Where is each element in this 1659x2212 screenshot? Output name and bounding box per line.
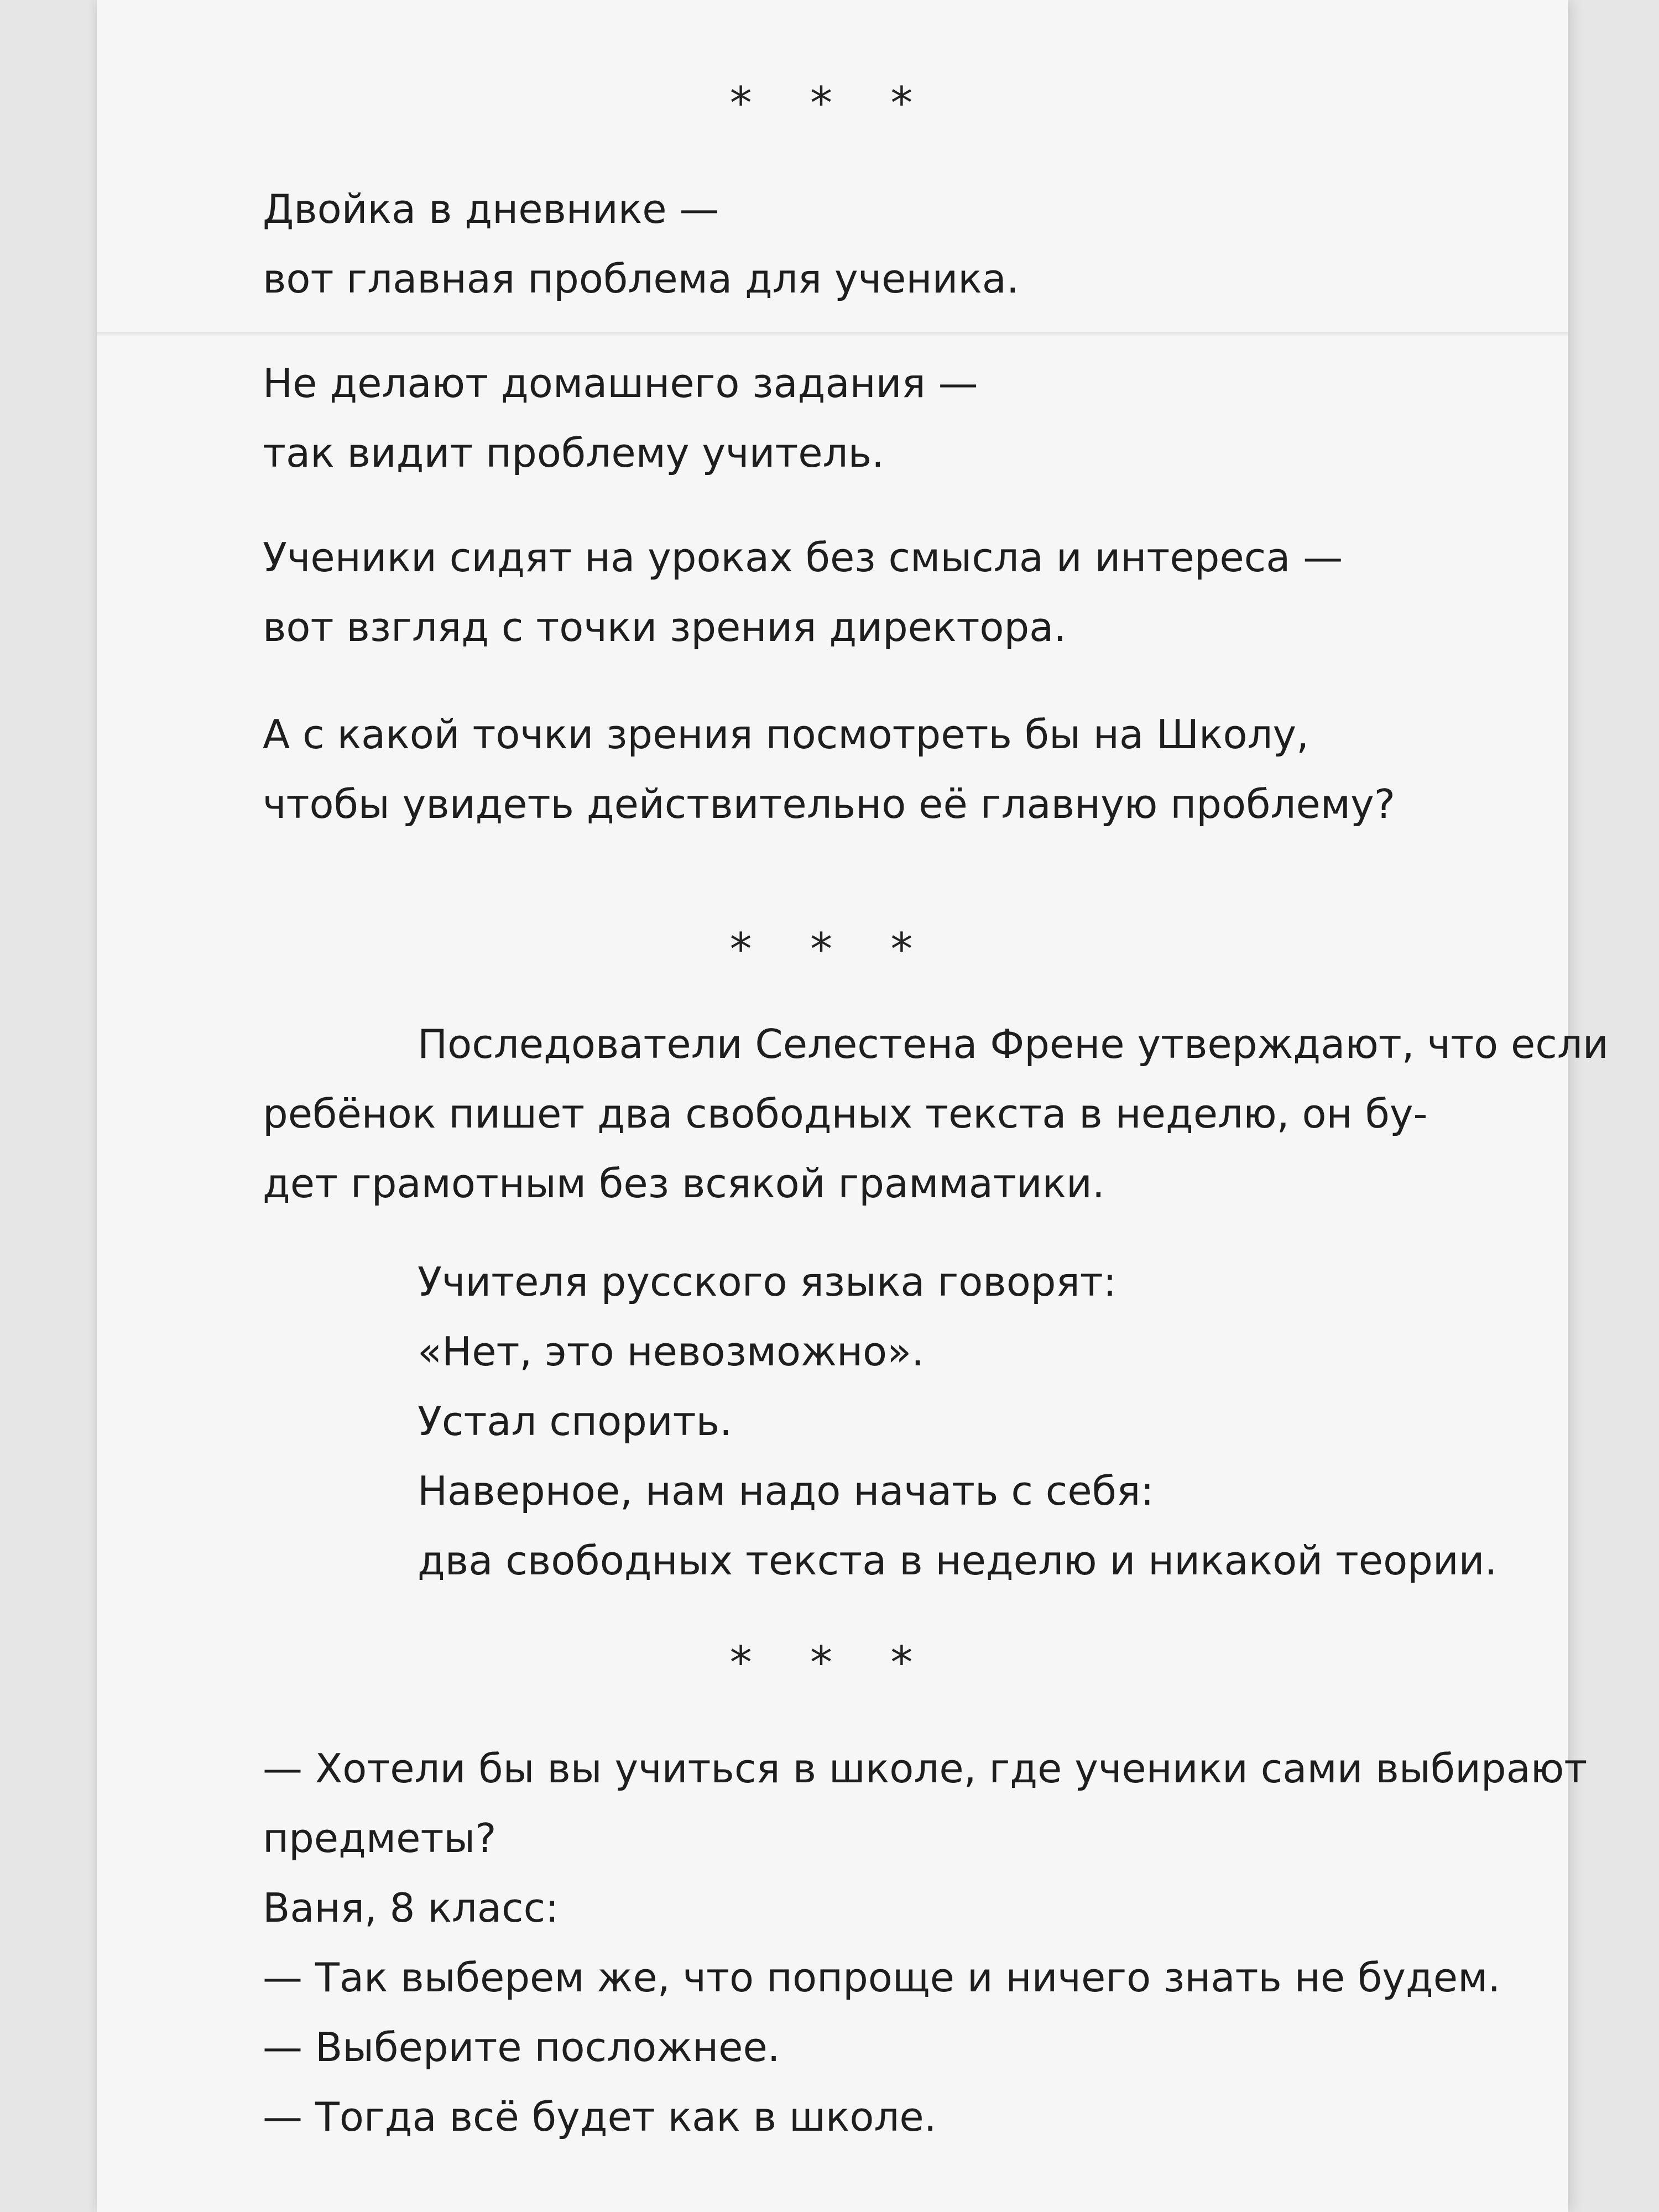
teachers-line-1: Учителя русского языка говорят: — [418, 1259, 1117, 1305]
stanza-4 — [263, 700, 1395, 839]
dialogue-line-3: Ваня, 8 класс: — [263, 1885, 559, 1931]
frenet-paragraph — [263, 1009, 1609, 1218]
stanza-3 — [263, 523, 1343, 662]
stanza-4-line-1: А с какой точки зрения посмотреть бы на Школу, — [263, 711, 1310, 758]
stanza-1-line-1: Двойка в дневнике — — [263, 186, 719, 232]
separator-stars-3: * * * — [729, 1637, 935, 1688]
stanza-2-line-2: так видит проблему учитель. — [263, 430, 884, 476]
frenet-line-1: Последователи Селестена Френе утверждают, что если — [418, 1021, 1609, 1067]
stanza-1-line-2: вот главная проблема для ученика. — [263, 255, 1019, 302]
dialogue-line-4: — Так выберем же, что попроще и ничего знать не будем. — [263, 1954, 1501, 2001]
stanza-4-line-2: чтобы увидеть действительно её главную проблему? — [263, 781, 1395, 827]
teachers-line-2: «Нет, это невозможно». — [418, 1328, 925, 1375]
dialogue-line-1: — Хотели бы вы учиться в школе, где ученики сами выбирают — [263, 1745, 1588, 1792]
stanza-1 — [263, 174, 1019, 314]
book-page — [97, 0, 1609, 2212]
dialogue — [263, 1734, 1587, 2152]
frenet-line-2: ребёнок пишет два свободных текста в неделю, он бу- — [263, 1091, 1428, 1137]
stanza-3-line-2: вот взгляд с точки зрения директора. — [263, 604, 1067, 650]
stanza-3-line-1: Ученики сидят на уроках без смысла и интереса — — [263, 534, 1343, 581]
frenet-line-3: дет грамотным без всякой грамматики. — [263, 1160, 1105, 1207]
separator-stars-1: * * * — [729, 77, 935, 129]
stanza-2-line-1: Не делают домашнего задания — — [263, 360, 978, 406]
teachers-line-5: два свободных текста в неделю и никакой теории. — [418, 1537, 1498, 1584]
separator-stars-2: * * * — [729, 924, 935, 975]
dialogue-line-5: — Выберите посложнее. — [263, 2024, 780, 2070]
teachers-line-3: Устал спорить. — [418, 1398, 732, 1444]
page-fold-shadow — [97, 332, 1568, 336]
dialogue-line-6: — Тогда всё будет как в школе. — [263, 2094, 937, 2140]
dialogue-line-2: предметы? — [263, 1815, 497, 1861]
teachers-line-4: Наверное, нам надо начать с себя: — [418, 1468, 1154, 1514]
stanza-2 — [263, 348, 978, 488]
teachers-paragraph — [263, 1247, 1497, 1595]
